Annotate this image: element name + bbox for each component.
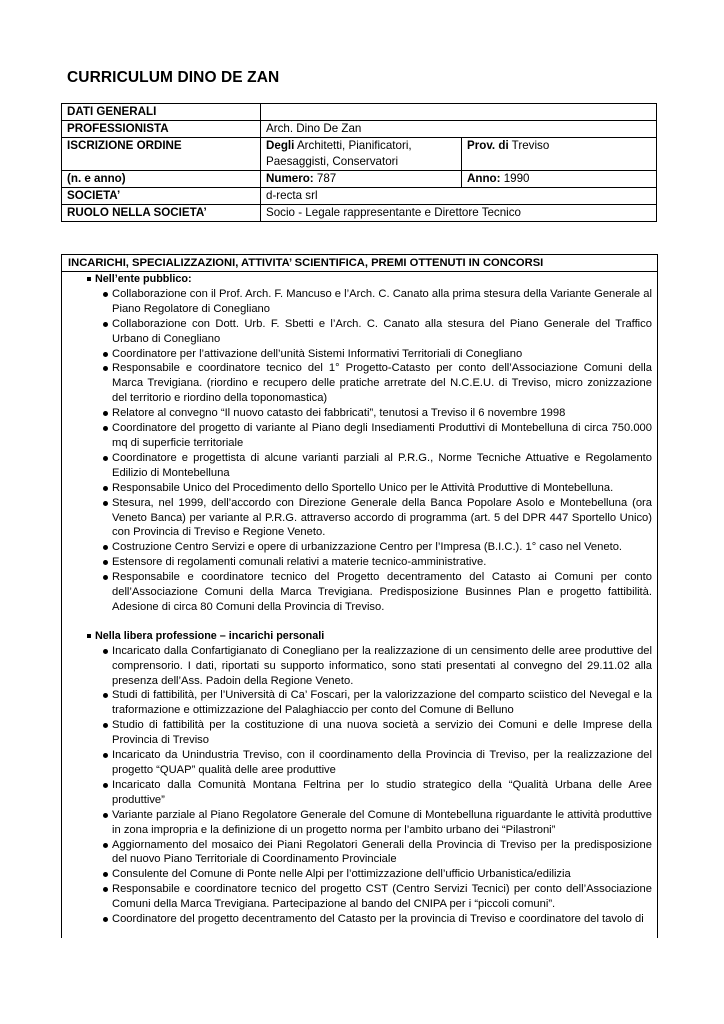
- anno-key: Anno:: [467, 172, 501, 185]
- bullet-icon: [103, 292, 108, 297]
- bullet-icon: [103, 813, 108, 818]
- list-item: [62, 718, 657, 748]
- list-item-text: Responsabile Unico del Procedimento dello Sportello Unico per le Attività Produttive di Montebelluna.: [112, 481, 614, 494]
- list-item-text: Relatore al convegno “Il nuovo catasto dei fabbricati”, tenutosi a Treviso il 6 novembre 1998: [112, 407, 566, 420]
- page-title: CURRICULUM DINO DE ZAN: [67, 69, 280, 86]
- professionista-value: Arch. Dino De Zan: [261, 121, 657, 138]
- list-item-text: Incaricato da Unindustria Treviso, con il coordinamento della Provincia di Treviso, per la realizzazione del progetto “QUAP” qualità delle aree produttive: [112, 749, 652, 776]
- bullet-icon: [103, 723, 108, 728]
- bullet-icon: [103, 887, 108, 892]
- bullet-icon: [103, 872, 108, 877]
- list-item: [62, 496, 657, 541]
- ruolo-label: RUOLO NELLA SOCIETA’: [62, 205, 261, 222]
- list-item-text: Collaborazione con Dott. Urb. F. Sbetti e l’Arch. C. Canato alla stesura del Piano Generale del Traffico Urbano di Conegliano: [112, 317, 652, 345]
- list-item: [62, 778, 657, 808]
- list-item-text: Studi di fattibilità, per l’Università di Ca’ Foscari, per la valorizzazione del comparto sciistico del Nevegal e la traformazione e ottimizzazione del Palaghiaccio per conto del Comune di Belluno: [112, 689, 652, 717]
- bullet-icon: [103, 486, 108, 491]
- bullet-icon: [103, 693, 108, 698]
- prov-label: Prov. di: [467, 139, 509, 152]
- numero-value: 787: [313, 172, 337, 185]
- libera-section-title: [62, 629, 657, 644]
- list-item-text: Incaricato dalla Confartigianato di Conegliano per la realizzazione di un censimento delle aree produttive del comprensorio. I dati, riportati su supporto informatico, sono stati presentati al convegno del 29.11.02 alla presenza dell’Ass. Padoin della Regione Veneto.: [112, 644, 652, 687]
- professionista-label: PROFESSIONISTA: [62, 121, 261, 138]
- list-item-text: Responsabile e coordinatore tecnico del progetto CST (Centro Servizi Tecnici) per conto dell’Associazione Comuni della Marca Trevigiana. Partecipazione al bando del CNIPA per i “piccoli comuni”.: [112, 883, 652, 911]
- bullet-icon: [103, 411, 108, 416]
- list-item: [62, 867, 657, 882]
- general-data-table: [61, 103, 657, 222]
- list-item-text: Coordinatore del progetto decentramento del Catasto per la provincia di Treviso e coordinatore del tavolo di: [112, 913, 644, 926]
- list-item: [62, 644, 657, 689]
- list-item-text: Responsabile e coordinatore tecnico del 1° Progetto-Catasto per conto dell’Associazione Comuni della Marca Trevigiana. (riordino e recupero delle pratiche arretrate del N.C.E.U. di Treviso, micro zonizzazione del territorio e riordino della toponomastica): [112, 362, 652, 405]
- societa-value: d-recta srl: [261, 188, 657, 205]
- numero-cell: [261, 171, 462, 188]
- table-row: [62, 205, 657, 222]
- bullet-icon: [103, 843, 108, 848]
- bullet-icon: [103, 366, 108, 371]
- table-row: [62, 188, 657, 205]
- pubblico-section-title: [62, 272, 657, 287]
- table-row: [62, 171, 657, 188]
- list-item-text: Coordinatore del progetto di variante al Piano degli Insediamenti Produttivi di Montebelluna di circa 750.000 mq di superficie territoriale: [112, 422, 652, 449]
- list-item: [62, 421, 657, 451]
- numero-label: Numero:: [266, 172, 314, 185]
- pubblico-title-text: Nell’ente pubblico:: [95, 273, 192, 285]
- table-row: [62, 138, 657, 171]
- provincia-cell: [462, 138, 657, 171]
- list-item-text: Estensore di regolamenti comunali relativi a materie tecnico-amministrative.: [112, 556, 487, 569]
- anno-cell: [462, 171, 657, 188]
- anno-label: (n. e anno): [62, 171, 261, 188]
- bullet-icon: [103, 501, 108, 506]
- bullet-icon: [103, 545, 108, 550]
- list-item: [62, 540, 657, 555]
- bullet-icon: [103, 456, 108, 461]
- bullet-icon: [103, 352, 108, 357]
- bullet-icon: [103, 560, 108, 565]
- list-item-text: Consulente del Comune di Ponte nelle Alpi per l’ottimizzazione dell’ufficio Urbanistica/edilizia: [112, 868, 571, 881]
- table-row: [62, 121, 657, 138]
- societa-label: SOCIETA’: [62, 188, 261, 205]
- dati-generali-value: [261, 104, 657, 121]
- list-item: [62, 451, 657, 481]
- list-item: [62, 748, 657, 778]
- degli-value: Architetti, Pianificatori, Paesaggisti, Conservatori: [266, 139, 412, 168]
- bullet-icon: [103, 426, 108, 431]
- list-item-text: Variante parziale al Piano Regolatore Generale del Comune di Montebelluna riguardante le attività produttive in zona impropria e la definizione di un progetto norma per l’ambito urbano dei “Pilastroni”: [112, 808, 652, 836]
- prov-value: Treviso: [508, 139, 550, 152]
- list-item: [62, 808, 657, 838]
- list-item-text: Stesura, nel 1999, dell’accordo con Direzione Generale della Banca Popolare Asolo e Montebelluna (ora Veneto Banca) per variante al P.R.G. attraverso accordo di programma (art. 5 del DPR 447 Sportello Unico) con Provincia di Treviso e Regione Veneto.: [112, 496, 652, 539]
- ruolo-value: Socio - Legale rappresentante e Direttore Tecnico: [261, 205, 657, 222]
- bullet-icon: [103, 649, 108, 654]
- bullet-icon: [103, 322, 108, 327]
- list-item: [62, 838, 657, 868]
- list-item: [62, 570, 657, 615]
- square-bullet-icon: [87, 634, 91, 638]
- list-item: [62, 481, 657, 496]
- list-item-text: Costruzione Centro Servizi e opere di urbanizzazione Centro per l’Impresa (B.I.C.). 1° caso nel Veneto.: [112, 541, 623, 554]
- list-item: [62, 361, 657, 406]
- list-item: [62, 287, 657, 317]
- bullet-icon: [103, 783, 108, 788]
- list-item: [62, 912, 657, 927]
- anno-value: 1990: [500, 172, 530, 185]
- list-item: [62, 406, 657, 421]
- iscrizione-label: ISCRIZIONE ORDINE: [62, 138, 261, 171]
- list-item-text: Aggiornamento del mosaico dei Piani Regolatori Generali della Provincia di Treviso per la predisposizione del nuovo Piano Territoriale di Coordinamento Provinciale: [112, 838, 652, 866]
- list-item-text: Responsabile e coordinatore tecnico del Progetto decentramento del Catasto ai Comuni per conto dell’Associazione Comuni della Marca Trevigiana. Predisposizione Businnes Plan e progetto fattibilità. Adesione di circa 80 Comuni della Provincia di Treviso.: [112, 571, 652, 613]
- square-bullet-icon: [87, 277, 91, 281]
- incarichi-heading: INCARICHI, SPECIALIZZAZIONI, ATTIVITA’ SCIENTIFICA, PREMI OTTENUTI IN CONCORSI: [62, 255, 657, 272]
- bullet-icon: [103, 917, 108, 922]
- list-item: [62, 882, 657, 912]
- iscrizione-ordine-value: [261, 138, 462, 171]
- list-item: [62, 555, 657, 570]
- list-item-text: Incaricato dalla Comunità Montana Feltrina per lo studio strategico della “Qualità Urbana delle Aree produttive”: [112, 778, 652, 806]
- dati-generali-label: DATI GENERALI: [62, 104, 261, 121]
- list-item: [62, 317, 657, 347]
- list-item: [62, 688, 657, 718]
- incarichi-section: [61, 254, 658, 938]
- degli-label: Degli: [266, 139, 295, 152]
- list-item-text: Coordinatore e progettista di alcune varianti parziali al P.R.G., Norme Tecniche Attuative e Regolamento Edilizio di Montebelluna: [112, 451, 652, 479]
- list-item: [62, 347, 657, 362]
- table-row: [62, 104, 657, 121]
- bullet-icon: [103, 753, 108, 758]
- libera-list: [62, 644, 657, 927]
- libera-title-text: Nella libera professione – incarichi personali: [95, 629, 325, 642]
- bullet-icon: [103, 575, 108, 580]
- list-item-text: Studio di fattibilità per la costituzione di una nuova società a servizio dei Comuni e delle Imprese della Provincia di Treviso: [112, 719, 652, 747]
- list-item-text: Coordinatore per l’attivazione dell’unità Sistemi Informativi Territoriali di Conegliano: [112, 347, 523, 360]
- pubblico-list: [62, 287, 657, 615]
- list-item-text: Collaborazione con il Prof. Arch. F. Mancuso e l’Arch. C. Canato alla prima stesura della Variante Generale al Piano Regolatore di Conegliano: [112, 287, 652, 315]
